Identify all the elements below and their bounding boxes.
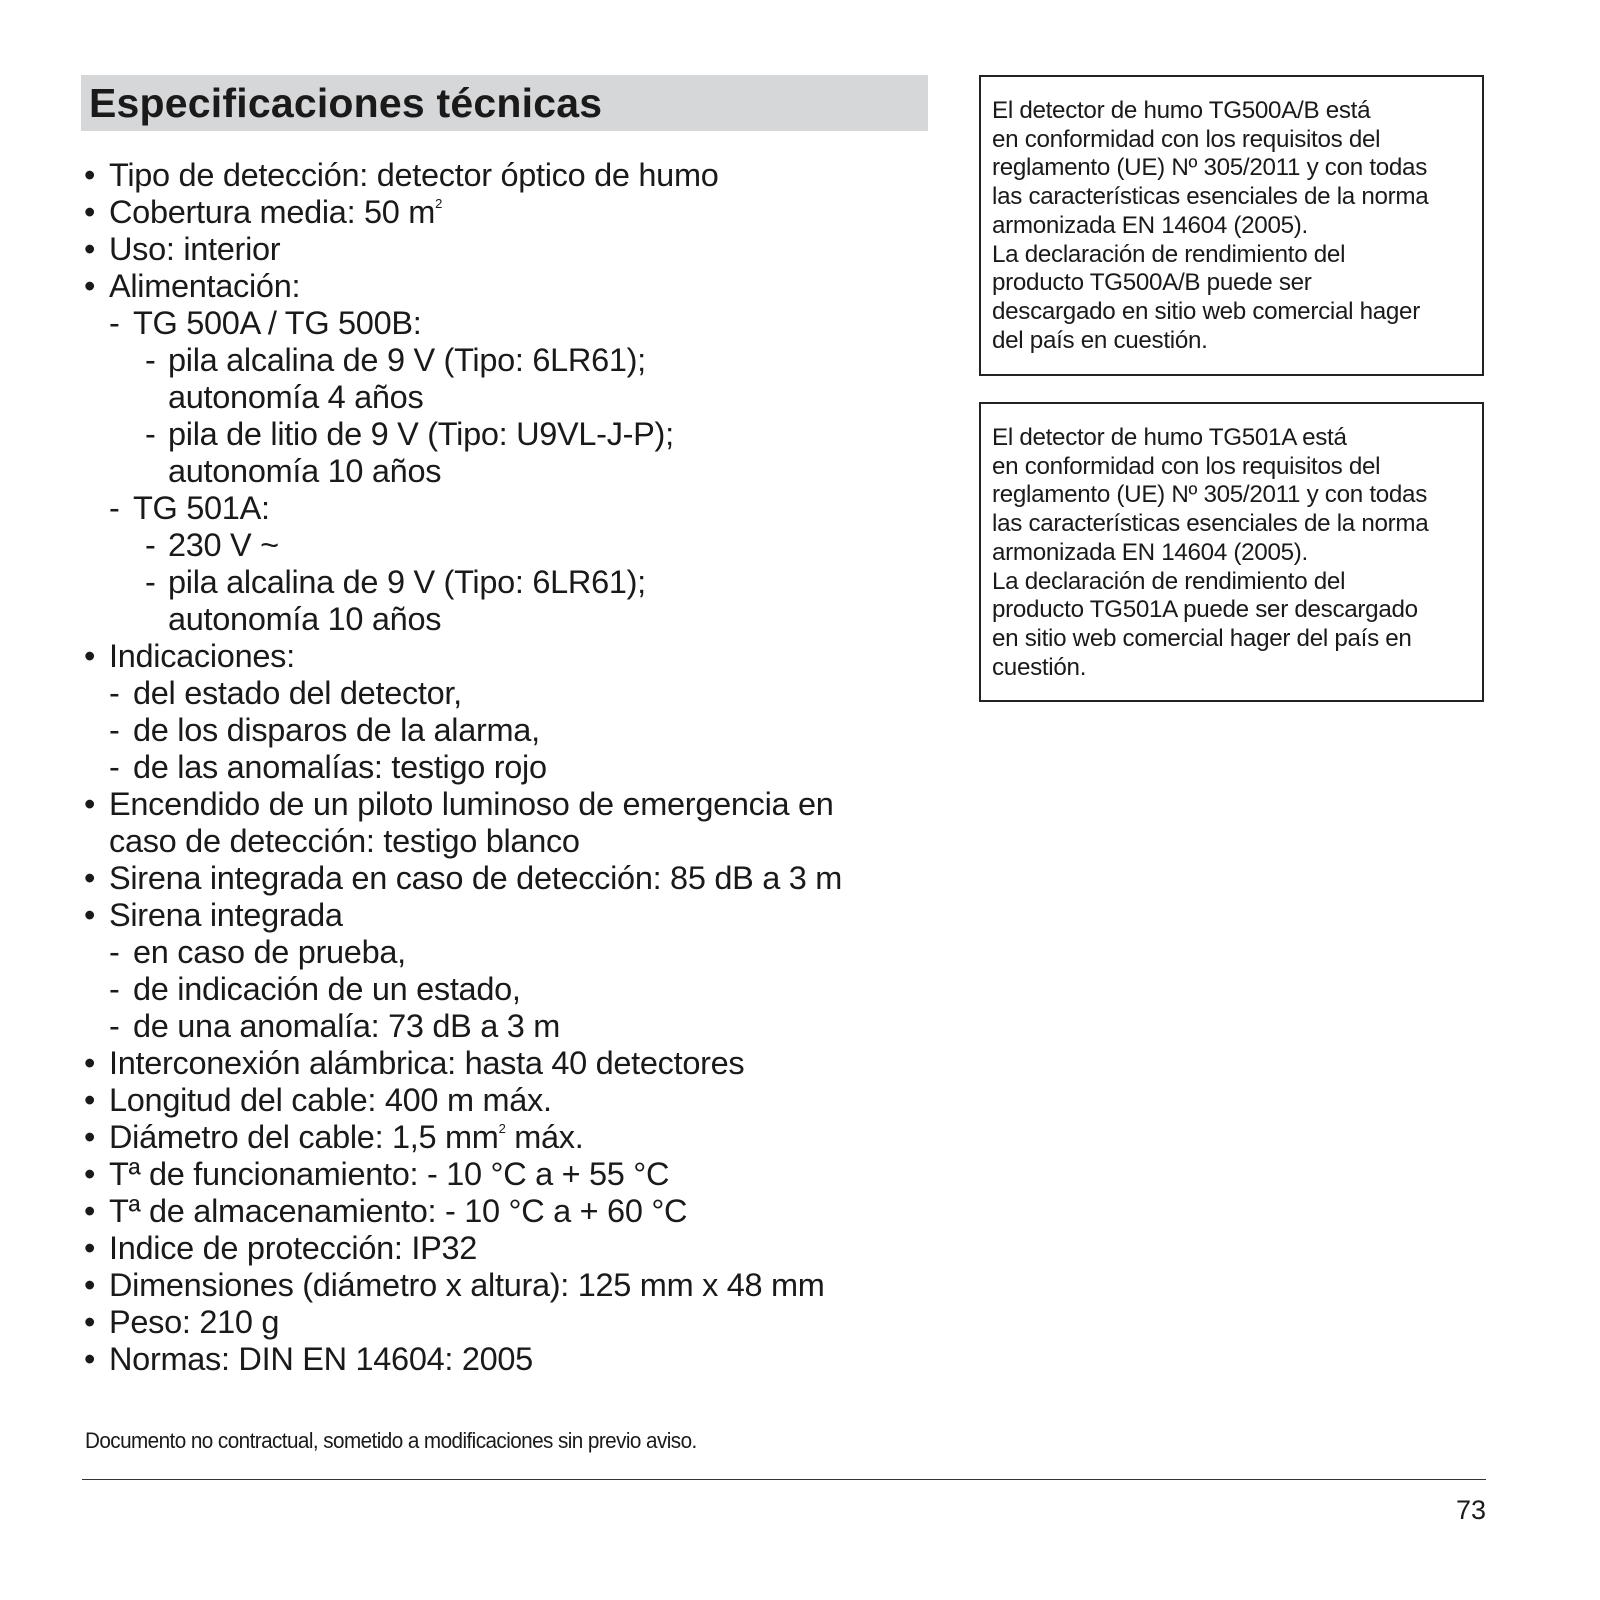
spec-text-main: TG 500A / TG 500B: <box>133 305 422 341</box>
spec-text-main: caso de detección: testigo blanco <box>109 823 580 859</box>
box-text-line: armonizada EN 14604 (2005). <box>992 538 1308 566</box>
bullet-icon: • <box>84 1045 96 1081</box>
spec-text <box>109 231 280 268</box>
spec-item <box>84 638 944 675</box>
spec-item <box>84 934 944 971</box>
spec-text-main: Sirena integrada <box>109 897 343 933</box>
spec-text <box>133 1008 560 1045</box>
box-text-line: descargado en sitio web comercial hager <box>992 297 1420 325</box>
spec-text <box>109 638 295 675</box>
spec-text <box>109 1193 687 1230</box>
box-text-line: producto TG501A puede ser descargado <box>992 596 1418 624</box>
spec-text-main: del estado del detector, <box>133 675 462 711</box>
spec-text-main: Dimensiones (diámetro x altura): 125 mm x 48 mm <box>109 1267 825 1303</box>
box-text-line: en sitio web comercial hager del país en <box>992 624 1412 652</box>
box-text-line: La declaración de rendimiento del <box>992 240 1346 268</box>
spec-item <box>84 786 944 823</box>
spec-text <box>133 490 270 527</box>
bullet-icon: • <box>84 1082 96 1118</box>
dash-marker: - <box>109 490 120 526</box>
spec-item <box>84 1230 944 1267</box>
bullet-icon: • <box>84 1156 96 1192</box>
spec-text <box>168 601 441 638</box>
spec-item <box>84 860 944 897</box>
bullet-icon: • <box>84 860 96 896</box>
bullet-icon: • <box>84 1304 96 1340</box>
spec-item <box>84 490 944 527</box>
spec-text-main: Cobertura media: 50 m <box>109 194 436 230</box>
spec-text-main: Interconexión alámbrica: hasta 40 detectores <box>109 1045 745 1081</box>
spec-text <box>168 453 441 490</box>
spec-text-main: 230 V ~ <box>168 527 279 563</box>
dash-marker: - <box>145 527 156 563</box>
spec-text <box>133 675 462 712</box>
spec-text-main: de los disparos de la alarma, <box>133 712 540 748</box>
spec-item <box>84 1193 944 1230</box>
box-text-line: producto TG500A/B puede ser <box>992 269 1312 297</box>
spec-text <box>133 934 406 971</box>
spec-text <box>109 860 842 897</box>
dash-marker: - <box>109 305 120 341</box>
spec-text-main: de las anomalías: testigo rojo <box>133 749 547 785</box>
box-text-line: El detector de humo TG501A está <box>992 424 1347 451</box>
box-text-line: las características esenciales de la norma <box>992 510 1429 538</box>
spec-text <box>109 1230 477 1267</box>
spec-text <box>133 305 421 342</box>
spec-item <box>84 342 944 379</box>
spec-item <box>84 823 944 860</box>
spec-text <box>109 157 719 194</box>
spec-item <box>84 1156 944 1193</box>
section-title-bar <box>81 75 928 131</box>
page-title: Especificaciones técnicas <box>89 80 603 126</box>
bullet-icon: • <box>84 786 96 822</box>
box-text-line: reglamento (UE) Nº 305/2011 y con todas <box>992 481 1427 509</box>
spec-text <box>109 194 442 231</box>
dash-marker: - <box>145 564 156 600</box>
box-text-line: El detector de humo TG500A/B está <box>992 97 1371 124</box>
spec-item <box>84 305 944 342</box>
spec-list <box>84 157 944 1378</box>
spec-item <box>84 675 944 712</box>
spec-text <box>109 1119 584 1156</box>
box-text-line: en conformidad con los requisitos del <box>992 125 1381 153</box>
spec-item <box>84 1045 944 1082</box>
bullet-icon: • <box>84 1119 96 1155</box>
spec-item <box>84 564 944 601</box>
bullet-icon: • <box>84 897 96 933</box>
spec-text <box>109 897 343 934</box>
bullet-icon: • <box>84 1341 96 1377</box>
spec-text-main: Tª de funcionamiento: - 10 °C a + 55 °C <box>109 1156 670 1192</box>
spec-text <box>133 712 540 749</box>
bullet-icon: • <box>84 268 96 304</box>
spec-text-main: Tipo de detección: detector óptico de humo <box>109 157 719 193</box>
spec-item <box>84 157 944 194</box>
spec-text-suffix: máx. <box>505 1119 584 1155</box>
spec-text-main: Encendido de un piloto luminoso de emergencia en <box>109 786 834 822</box>
dash-marker: - <box>109 971 120 1007</box>
spec-text <box>168 416 674 453</box>
box-text-line: armonizada EN 14604 (2005). <box>992 211 1308 239</box>
spec-text <box>109 786 834 823</box>
box-text-line: La declaración de rendimiento del <box>992 567 1346 595</box>
spec-text-main: Alimentación: <box>109 268 301 304</box>
bullet-icon: • <box>84 1230 96 1266</box>
spec-text <box>133 749 547 786</box>
superscript: 2 <box>435 196 443 211</box>
spec-text <box>109 1267 825 1304</box>
spec-text-main: Diámetro del cable: 1,5 mm <box>109 1119 499 1155</box>
spec-item <box>84 1267 944 1304</box>
dash-marker: - <box>109 675 120 711</box>
spec-text-main: TG 501A: <box>133 490 270 526</box>
spec-text-main: Uso: interior <box>109 231 281 267</box>
conformity-box-tg501 <box>979 402 1484 702</box>
spec-text <box>109 1341 533 1378</box>
spec-text <box>133 971 521 1008</box>
box-text-line: del país en cuestión. <box>992 326 1208 354</box>
box-text-line: reglamento (UE) Nº 305/2011 y con todas <box>992 154 1427 182</box>
spec-item <box>84 231 944 268</box>
spec-item <box>84 527 944 564</box>
bullet-icon: • <box>84 231 96 267</box>
spec-text <box>168 379 423 416</box>
spec-text-main: pila alcalina de 9 V (Tipo: 6LR61); <box>168 342 646 378</box>
spec-text-main: de una anomalía: 73 dB a 3 m <box>133 1008 561 1044</box>
dash-marker: - <box>109 1008 120 1044</box>
spec-item <box>84 268 944 305</box>
spec-item <box>84 1008 944 1045</box>
spec-text <box>168 527 279 564</box>
spec-item <box>84 1341 944 1378</box>
spec-item <box>84 1082 944 1119</box>
spec-text-main: de indicación de un estado, <box>133 971 521 1007</box>
spec-item <box>84 1119 944 1156</box>
page-number: 73 <box>1455 1495 1486 1525</box>
spec-text <box>109 1082 552 1119</box>
conformity-box-tg500 <box>979 75 1484 376</box>
bullet-icon: • <box>84 194 96 230</box>
spec-text <box>109 268 300 305</box>
spec-item <box>84 453 944 490</box>
spec-item <box>84 897 944 934</box>
spec-text-main: pila de litio de 9 V (Tipo: U9VL-J-P); <box>168 416 674 452</box>
dash-marker: - <box>109 712 120 748</box>
spec-text <box>109 1156 669 1193</box>
dash-marker: - <box>109 749 120 785</box>
spec-text-main: Indice de protección: IP32 <box>109 1230 477 1266</box>
spec-text-main: Tª de almacenamiento: - 10 °C a + 60 °C <box>109 1193 688 1229</box>
spec-text-main: pila alcalina de 9 V (Tipo: 6LR61); <box>168 564 646 600</box>
bullet-icon: • <box>84 157 96 193</box>
spec-text <box>109 823 580 860</box>
spec-item <box>84 379 944 416</box>
spec-item <box>84 1304 944 1341</box>
box-text-line: cuestión. <box>992 653 1087 681</box>
spec-text-main: Sirena integrada en caso de detección: 85 dB a 3 m <box>109 860 842 896</box>
box-text-line: en conformidad con los requisitos del <box>992 452 1381 480</box>
dash-marker: - <box>109 934 120 970</box>
spec-text-main: Longitud del cable: 400 m máx. <box>109 1082 552 1118</box>
spec-text <box>168 342 646 379</box>
bullet-icon: • <box>84 1267 96 1303</box>
bullet-icon: • <box>84 638 96 674</box>
spec-item <box>84 971 944 1008</box>
spec-text-main: en caso de prueba, <box>133 934 406 970</box>
spec-text-main: autonomía 10 años <box>168 453 442 489</box>
spec-item <box>84 194 944 231</box>
box-text-line: las características esenciales de la norma <box>992 183 1429 211</box>
spec-item <box>84 416 944 453</box>
spec-item <box>84 712 944 749</box>
spec-text-main: Normas: DIN EN 14604: 2005 <box>109 1341 533 1377</box>
spec-item <box>84 749 944 786</box>
spec-text <box>109 1304 279 1341</box>
footer-divider <box>82 1479 1486 1480</box>
spec-item <box>84 601 944 638</box>
spec-text <box>168 564 646 601</box>
footer-note: Documento no contractual, sometido a modificaciones sin previo aviso. <box>85 1428 697 1453</box>
spec-text-main: autonomía 4 años <box>168 379 424 415</box>
spec-text-main: autonomía 10 años <box>168 601 442 637</box>
superscript: 2 <box>498 1121 506 1136</box>
spec-text <box>109 1045 744 1082</box>
dash-marker: - <box>145 342 156 378</box>
spec-text-main: Indicaciones: <box>109 638 295 674</box>
spec-text-main: Peso: 210 g <box>109 1304 280 1340</box>
bullet-icon: • <box>84 1193 96 1229</box>
dash-marker: - <box>145 416 156 452</box>
